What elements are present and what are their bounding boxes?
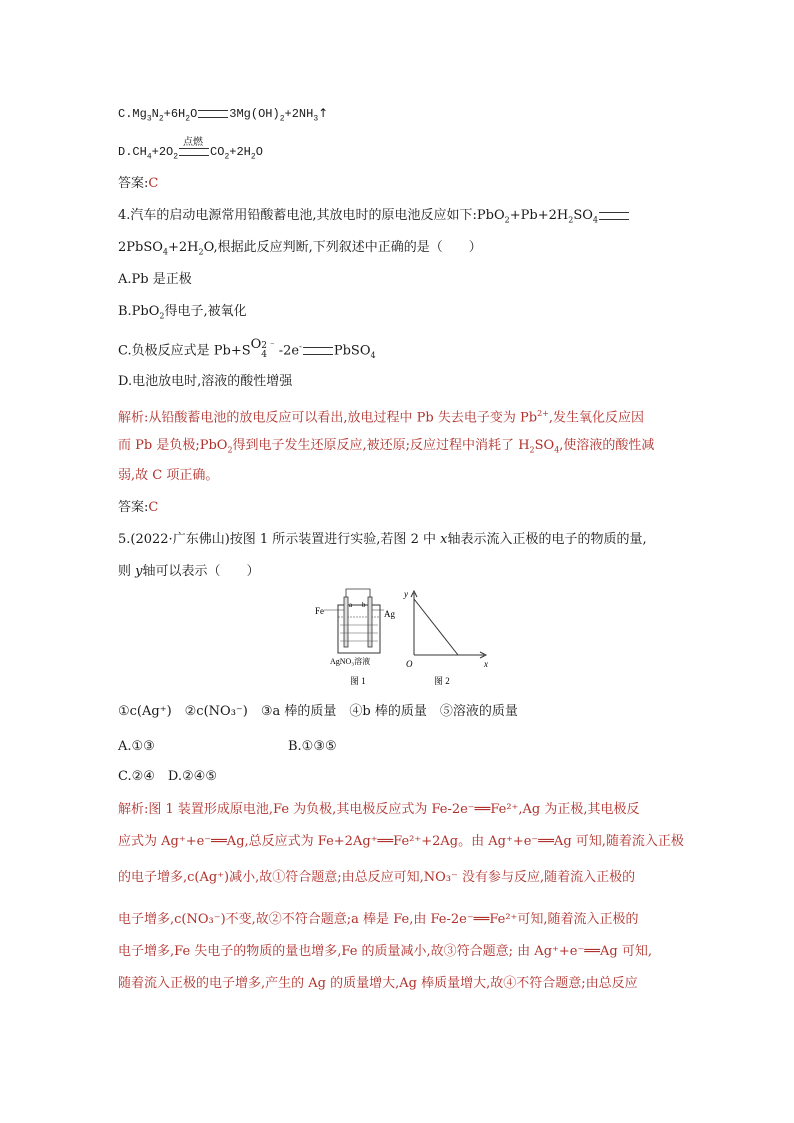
solution-label: AgNO₃溶液 <box>330 657 371 666</box>
answer-q3: 答案:C <box>118 176 159 191</box>
q5-figures <box>310 585 490 690</box>
q5-option-a: A.①③ <box>118 739 155 754</box>
q5-option-cd: C.②④ D.②④⑤ <box>118 769 217 784</box>
figure-2-caption: 图 2 <box>434 676 450 686</box>
option-d-q3: $D.CH_4+2O_2$ 点燃 $CO_2+2H_2O$ <box>118 137 263 162</box>
q5-explanation-4: 电子增多,c(NO₃⁻)不变,故②不符合题意;a 棒是 Fe,由 Fe-2e⁻══Fe²⁺可知,随着流入正极的 <box>118 912 639 927</box>
graph-diagram <box>403 589 488 686</box>
q5-explanation-5: 电子增多,Fe 失电子的物质的量也增多,Fe 的质量减小,故③符合题意; 由 Ag⁺+e⁻══Ag 可知, <box>118 944 652 959</box>
ag-label: Ag <box>384 609 395 619</box>
y-axis-label: y <box>404 589 408 599</box>
q4-option-c: C.负极反应式是 Pb+SO 2 ⁻ 4 -2e- PbSO$_4$ <box>118 337 376 360</box>
fe-label: Fe <box>315 606 324 616</box>
x-axis-label: x <box>484 659 488 669</box>
question-5-stem: 5.(2022·广东佛山)按图 1 所示装置进行实验,若图 2 中 x轴表示流入正极的电子的物质的量, <box>118 532 647 547</box>
q5-explanation-3: 的电子增多,c(Ag⁺)减小,故①符合题意;由总反应可知,NO₃⁻ 没有参与反应,随着流入正极的 <box>118 870 636 885</box>
q4-explanation-1: 解析:从铅酸蓄电池的放电反应可以看出,放电过程中 Pb 失去电子变为 $Pb^{2+}$,发生氧化反应因 <box>118 409 644 426</box>
q5-choices: ①c(Ag⁺) ②c(NO₃⁻) ③a 棒的质量 ④b 棒的质量 ⑤溶液的质量 <box>118 704 518 719</box>
figure-1-caption: 图 1 <box>350 676 366 686</box>
q5-explanation-1: 解析:图 1 装置形成原电池,Fe 为负极,其电极反应式为 Fe-2e⁻══Fe²⁺,Ag 为正极,其电极反 <box>118 802 640 817</box>
q4-explanation-3: 弱,故 C 项正确。 <box>118 468 219 483</box>
origin-label: O <box>406 659 413 669</box>
a-label: a <box>349 601 353 609</box>
cell-diagram <box>315 589 395 686</box>
answer-q4: 答案:C <box>118 500 159 515</box>
question-4-stem-2: $2PbSO_4+2H_2O$,根据此反应判断,下列叙述中正确的是（ ） <box>118 240 482 257</box>
q4-explanation-2: 而 Pb 是负极;PbO$_2$得到电子发生还原反应,被还原;反应过程中消耗了 $H_2SO_4$,使溶液的酸性减 <box>118 438 655 455</box>
q4-option-d: D.电池放电时,溶液的酸性增强 <box>118 374 293 389</box>
q5-option-b: B.①③⑤ <box>288 739 337 754</box>
option-c-q3: $C.Mg_3N_2+6H_2O$ $3Mg(OH)_2+2NH_3↑$ <box>118 106 329 124</box>
b-label: b <box>362 601 366 609</box>
q5-explanation-2: 应式为 Ag⁺+e⁻══Ag,总反应式为 Fe+2Ag⁺══Fe²⁺+2Ag。由 Ag⁺+e⁻══Ag 可知,随着流入正极 <box>118 834 684 849</box>
q5-explanation-6: 随着流入正极的电子增多,产生的 Ag 的质量增大,Ag 棒质量增大,故④不符合题意;由总反应 <box>118 976 638 991</box>
q4-option-a: A.Pb 是正极 <box>118 272 192 287</box>
question-5-stem-2: 则 y轴可以表示（ ） <box>118 564 260 579</box>
question-4-stem: 4.汽车的启动电源常用铅酸蓄电池,其放电时的原电池反应如下$:PbO_2+Pb+2H_2SO_4$ <box>118 206 630 231</box>
q4-option-b: B.PbO$_2$得电子,被氧化 <box>118 304 247 321</box>
